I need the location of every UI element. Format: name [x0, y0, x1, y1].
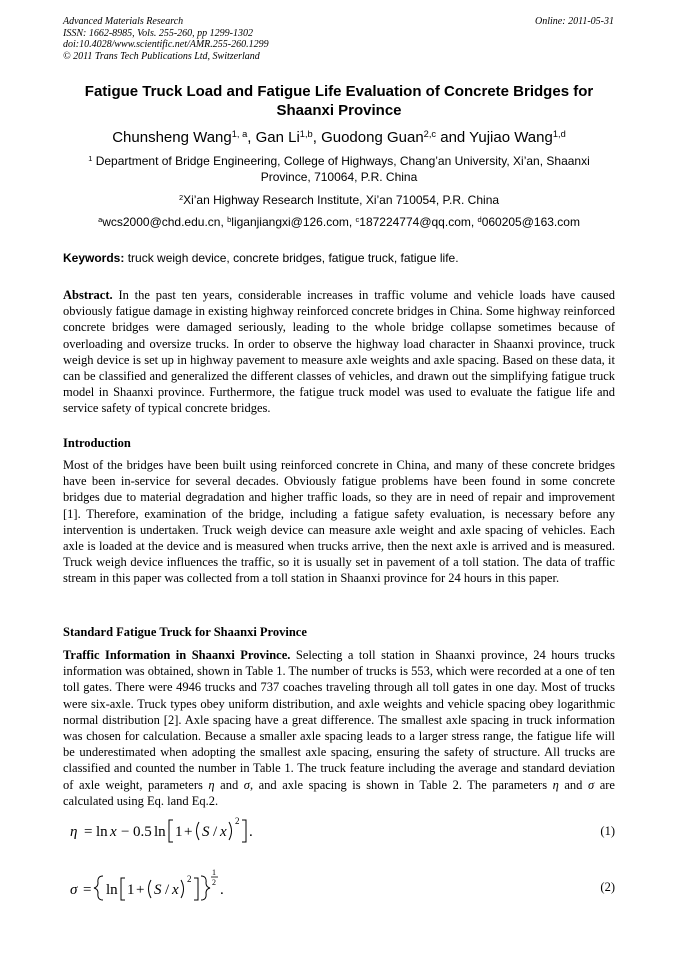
email-sup: a — [98, 214, 103, 224]
eq2-ln: ln — [106, 882, 118, 898]
eq2-slash: / — [165, 882, 170, 898]
email-sup: b — [227, 214, 232, 224]
email-list: $^a$wcs2000@chd.edu.cn, $^b$liganjiangxi@126.com, $^c$187224774@qq.com, $^d$060205@163.com — [98, 214, 580, 229]
traffic-text: Selecting a toll station in Shaanxi province, 24 hours trucks information was obtained, shown in Table 1. The number of trucks is 553, which were recorded at a one of ten toll gates. There were 4946 trucks and 737 coaches traveling through all toll gates in one day. Most of trucks were six-axle. Truck types obey uniform distribution, and axle weights and vehicle spacing obey logarithmic normal distribution [2]. Axle spacing have a great difference. The smallest axle spacing in truck information was chosen for calculation. Because a smaller axle spacing leads to a larger stress range, the fatigue life will be underestimated when adopting the smallest axle spacing, ensuring the safety of structure. All trucks are classified and counted the number in Table 1. The truck feature including the average and standard deviation of axle weight, parameters — [63, 648, 615, 792]
online-date: Online: 2011-05-31 — [535, 16, 614, 27]
author-name: Chunsheng Wang — [112, 129, 232, 146]
eq1-plus: + — [184, 824, 193, 840]
eq1-right-paren — [229, 822, 232, 840]
eq2-equals: = — [83, 882, 92, 898]
eq2-right-brace — [201, 876, 210, 900]
affiliation-sup: 2 — [178, 192, 184, 202]
eq1-one: 1 — [175, 824, 183, 840]
eq1-equals: = — [84, 824, 93, 840]
eq2-period: . — [220, 882, 224, 898]
email-address[interactable]: 060205@163.com — [481, 215, 580, 229]
email-address[interactable]: liganjiangxi@126.com — [231, 215, 349, 229]
author-sup: 1, a — [231, 128, 248, 139]
email-sup: d — [477, 214, 482, 224]
traffic-subheading: Traffic Information in Shaanxi Province. — [63, 648, 291, 662]
eq1-right-bracket — [242, 820, 246, 842]
email-sup: c — [355, 214, 360, 224]
eq2-left-brace — [94, 876, 103, 900]
equation-1-formula — [63, 812, 283, 848]
eq2-exp-numerator: 1 — [212, 868, 216, 877]
keywords-text: truck weigh device, concrete bridges, fatigue truck, fatigue life. — [127, 251, 459, 265]
section-heading: Standard Fatigue Truck for Shaanxi Province — [63, 625, 307, 639]
author-sup: 2,c — [423, 128, 437, 139]
author-name: Guodong Guan — [321, 129, 424, 146]
journal-header — [63, 16, 269, 62]
email-address[interactable]: wcs2000@chd.edu.cn — [102, 215, 221, 229]
eq1-ln: ln — [96, 824, 108, 840]
equation-1 — [63, 812, 615, 848]
affiliation-text: Department of Bridge Engineering, College of Highways, Chang’an University, Xi’an, Shaanxi Province, 710064, P.R. China — [95, 154, 590, 184]
eq2-one: 1 — [127, 882, 135, 898]
abstract — [63, 287, 615, 417]
eq2-sigma: σ — [70, 882, 78, 898]
author-name: Yujiao Wang — [469, 129, 553, 146]
eq1-slash: / — [213, 824, 218, 840]
eq1-eta: η — [70, 824, 78, 840]
eta-symbol: η — [208, 777, 215, 792]
copyright-line: © 2011 Trans Tech Publications Ltd, Switzerland — [63, 50, 260, 62]
eq1-left-paren — [197, 822, 200, 840]
eq2-left-paren — [149, 880, 152, 898]
keywords — [63, 250, 615, 266]
author-sup: 1,d — [552, 128, 566, 139]
eq1-minus: − — [121, 824, 130, 840]
eq1-x2: x — [220, 824, 227, 840]
introduction-text: Most of the bridges have been built using reinforced concrete in China, and many of these concrete bridges have been in-service for several decades. Obviously fatigue problems have been found in some concrete bridges due to material degradation and higher traffic loads, so they are in need of repair and improvement [1]. Therefore, examination of the bridge, including a fatigue safety evaluation, is necessary before any intervention is undertaken. Truck weigh device can measure axle weight and axle spacing of vehicles. Each axle is loaded at the device and is measured when trucks arrive, then the next axle is arrived and is measured. Truck weigh device influences the traffic, so it is usually set in pavement of a toll station. The data of traffic stream in this paper was collected from a toll station in Shaanxi province for 24 hours in this paper. — [63, 458, 615, 586]
affiliation-1 — [63, 153, 615, 185]
eq2-power: 2 — [187, 874, 192, 884]
eq2-right-bracket — [194, 878, 198, 900]
eq1-power: 2 — [235, 816, 240, 826]
eq2-plus: + — [136, 882, 145, 898]
eq1-left-bracket — [169, 820, 173, 842]
affiliation-sup: 1 — [88, 153, 93, 163]
eq2-right-paren — [181, 880, 184, 898]
introduction-heading: Introduction — [63, 436, 131, 450]
journal-name: Advanced Materials Research — [63, 16, 184, 27]
equation-2-formula — [63, 868, 283, 912]
eq2-S: S — [154, 882, 162, 898]
eq1-period: . — [249, 824, 253, 840]
affiliation-text: Xi’an Highway Research Institute, Xi’an 710054, P.R. China — [183, 193, 500, 207]
eq1-S: S — [202, 824, 210, 840]
sigma-symbol: σ — [243, 777, 250, 792]
author-name: Gan Li — [255, 129, 300, 146]
abstract-label: Abstract. — [63, 288, 113, 302]
affiliation-2 — [63, 192, 615, 208]
eq2-x: x — [172, 882, 179, 898]
eq1-x: x — [110, 824, 117, 840]
doi-line: doi:10.4028/www.scientific.net/AMR.255-260.1299 — [63, 39, 269, 50]
sigma-symbol: σ — [587, 777, 595, 792]
author-list: Chunsheng Wang$^{1, a}$, Gan Li$^{1,b}$, Guodong Guan$^{2,c}$ and Yujiao Wang$^{1,d}$ — [112, 128, 566, 146]
issn-line: ISSN: 1662-8985, Vols. 255-260, pp 1299-1302 — [63, 27, 253, 39]
eta-symbol: η — [552, 777, 559, 792]
author-sup: 1,b — [299, 128, 313, 139]
eq1-coef: 0.5 — [133, 824, 152, 840]
equation-2-number: (2) — [600, 880, 615, 894]
traffic-paragraph: Traffic Information in Shaanxi Province. Selecting a toll station in Shaanxi province, 24 hours trucks information was obtained, shown in Table 1. The number of trucks is 553, which were recorded at a one of ten toll gates. There were 4946 trucks and 737 coaches traveling through all toll gates in one day. Most of trucks were six-axle. Truck types obey uniform distribution, and axle weights and vehicle spacing obey logarithmic normal distribution [2]. Axle spacing have a great difference. The smallest axle spacing in truck information was chosen for calculation. Because a smaller axle spacing leads to a larger stress range, the fatigue life will be underestimated when adopting the smallest axle spacing, ensuring the safety of structure. All trucks are classified and counted the number in Table 1. The truck feature including the average and standard deviation of axle weight, parameters η and σ, and axle spacing is shown in Table 2. The parameters η and σ are calculated using Eq. land Eq.2. — [63, 648, 615, 808]
equation-1-number: (1) — [600, 824, 615, 838]
abstract-text: In the past ten years, considerable increases in traffic volume and vehicle loads have caused obviously fatigue damage in existing highway reinforced concrete bridges in China. Some highway reinforced concrete bridges were damaged seriously, leading to the whole bridge collapse sometimes because of overloading and oversize trucks. In order to observe the highway load character in Shaanxi province, truck weigh device is set up in highway pavement to measure axle weights and axle spacing. Based on these data, it can be classified and generalized the different classes of vehicles, and drawn out the simplifying fatigue truck model in Shaanxi province. Furthermore, the fatigue truck model was used to evaluate the fatigue life and service safety of typical concrete bridges. — [63, 288, 615, 416]
keywords-label: Keywords: — [63, 251, 125, 265]
email-address[interactable]: 187224774@qq.com — [359, 215, 471, 229]
eq2-exp-denominator: 2 — [212, 878, 216, 887]
paper-title: Fatigue Truck Load and Fatigue Life Evaluation of Concrete Bridges for Shaanxi Province — [84, 83, 594, 119]
equation-2 — [63, 868, 615, 912]
eq2-left-bracket — [121, 878, 125, 900]
eq1-ln2: ln — [154, 824, 166, 840]
